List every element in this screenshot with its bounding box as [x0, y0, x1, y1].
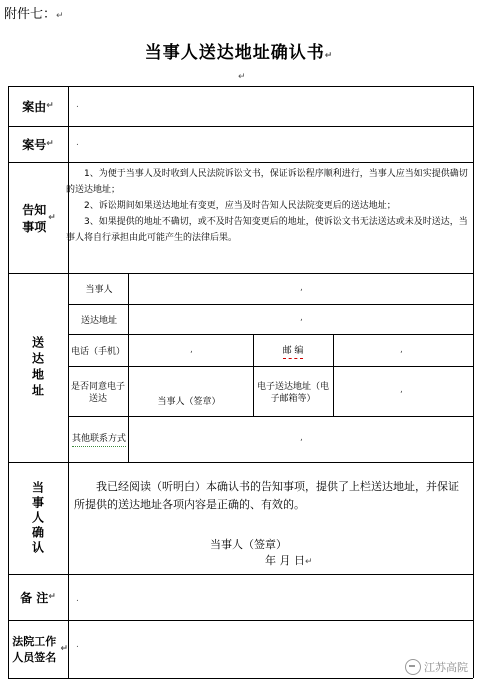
confirm-section-label: 当事人确认 — [30, 480, 45, 556]
phone-label: 电话（手机） — [70, 346, 125, 357]
phone-field[interactable]: , — [190, 345, 193, 355]
notice-item-1: 1、为便于当事人及时收到人民法院诉讼文书，保证诉讼程序顺利进行，当事人应当如实提供确切的送达地址； — [66, 169, 468, 195]
postcode-field[interactable]: , — [400, 345, 403, 355]
email-label: 电子送达地址（电子邮箱等） — [256, 381, 329, 404]
remarks-field[interactable]: . — [76, 594, 79, 604]
remarks-label: 备 注 ↵ — [20, 590, 56, 605]
confirm-date: 年 月 日↵ — [265, 554, 313, 567]
seal-logo-icon — [405, 659, 421, 675]
email-field[interactable]: , — [400, 385, 403, 395]
address-field-label: 送达地址 — [80, 315, 117, 326]
notice-item-2: 2、诉讼期间如果送达地址有变更，应当及时告知人民法院变更后的送达地址； — [84, 201, 396, 211]
address-field[interactable]: , — [300, 313, 303, 323]
other-contact-field[interactable]: , — [300, 433, 303, 443]
court-staff-sign-field[interactable]: . — [76, 640, 79, 650]
postcode-label: 邮 编 — [255, 336, 331, 368]
attachment-label: 附件七：↵ — [4, 7, 64, 22]
case-reason-label: 案由 ↵ — [22, 99, 54, 114]
party-label: 当事人 — [85, 285, 113, 296]
address-section-label: 送达地址 — [30, 335, 45, 400]
case-reason-field[interactable]: . — [76, 100, 79, 110]
watermark: 江苏高院 — [405, 659, 468, 675]
party-field[interactable]: , — [300, 283, 303, 293]
case-number-field[interactable]: . — [76, 138, 79, 148]
notice-item-3: 3、如果提供的地址不确切，或不及时告知变更后的地址，使诉讼文书无法送达或未及时送达，当事人将自行承担由此可能产生的法律后果。 — [66, 217, 468, 243]
party-sign-label: 当事人（签章） — [157, 396, 221, 407]
notice-label: 告知事项 ↵ — [22, 202, 56, 234]
confirm-statement: 我已经阅读（听明白）本确认书的告知事项，提供了上栏送达地址，并保证所提供的送达地址各项内容是正确的、有效的。 — [74, 480, 459, 511]
paragraph-mark: ↵ — [238, 72, 246, 82]
notice-content — [66, 166, 468, 246]
other-contact-label: 其他联系方式 — [72, 418, 126, 462]
page-title: 当事人送达地址确认书↵ — [144, 43, 334, 63]
case-number-label: 案号 ↵ — [22, 137, 54, 152]
agree-e-delivery-label: 是否同意电子送达 — [70, 381, 125, 404]
confirm-sign-label: 当事人（签章） — [210, 538, 287, 551]
court-staff-sign-label: 法院工作人员签名 ↵ — [12, 635, 68, 664]
